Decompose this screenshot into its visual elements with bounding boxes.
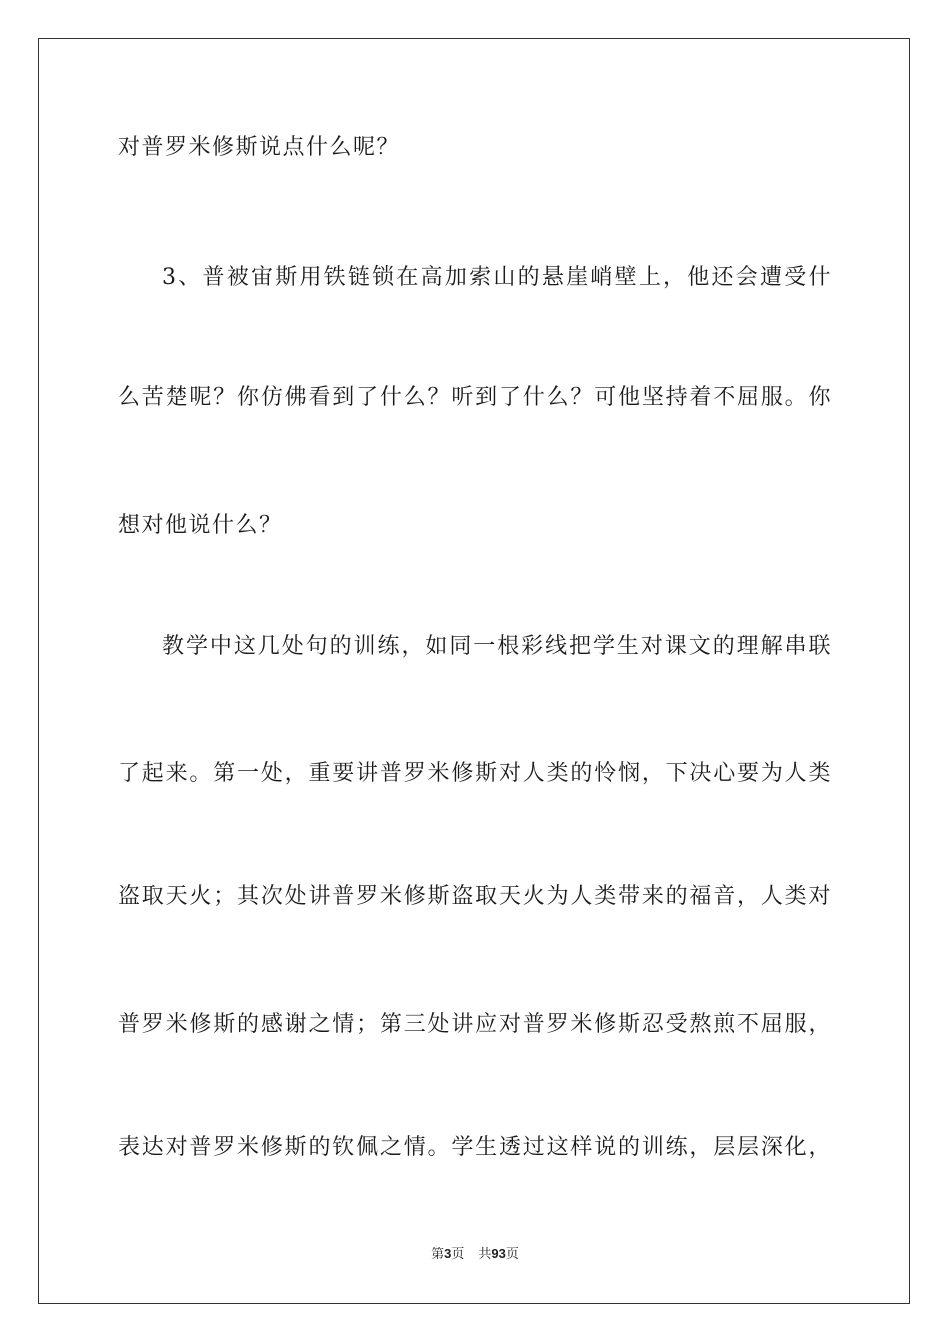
page-footer [0, 1245, 950, 1264]
text-line-7: 盗取天火；其次处讲普罗米修斯盗取天火为人类带来的福音，人类对 [118, 884, 832, 909]
page-border [38, 38, 910, 1304]
text-line-9: 表达对普罗米修斯的钦佩之情。学生透过这样说的训练，层层深化， [118, 1135, 832, 1160]
text-line-5: 教学中这几处句的训练，如同一根彩线把学生对课文的理解串联 [162, 634, 832, 659]
footer-page-number: 3 [444, 1246, 452, 1261]
text-line-2: 3、普被宙斯用铁链锁在高加索山的悬崖峭壁上，他还会遭受什 [162, 265, 832, 290]
text-line-1: 对普罗米修斯说点什么呢？ [118, 135, 401, 160]
footer-total-pages: 93 [491, 1246, 506, 1261]
footer-total-suffix: 页 [505, 1247, 519, 1262]
footer-page-suffix: 页 [451, 1247, 465, 1262]
text-line-6: 了起来。第一处，重要讲普罗米修斯对人类的怜悯，下决心要为人类 [118, 761, 832, 786]
text-line-3: 么苦楚呢？你仿佛看到了什么？听到了什么？可他坚持着不屈服。你 [118, 385, 832, 410]
text-line-8: 普罗米修斯的感谢之情；第三处讲应对普罗米修斯忍受熬煎不屈服， [118, 1012, 832, 1037]
text-line-4: 想对他说什么？ [118, 513, 283, 538]
footer-page-prefix: 第 [431, 1247, 445, 1262]
footer-total-prefix: 共 [478, 1247, 492, 1262]
